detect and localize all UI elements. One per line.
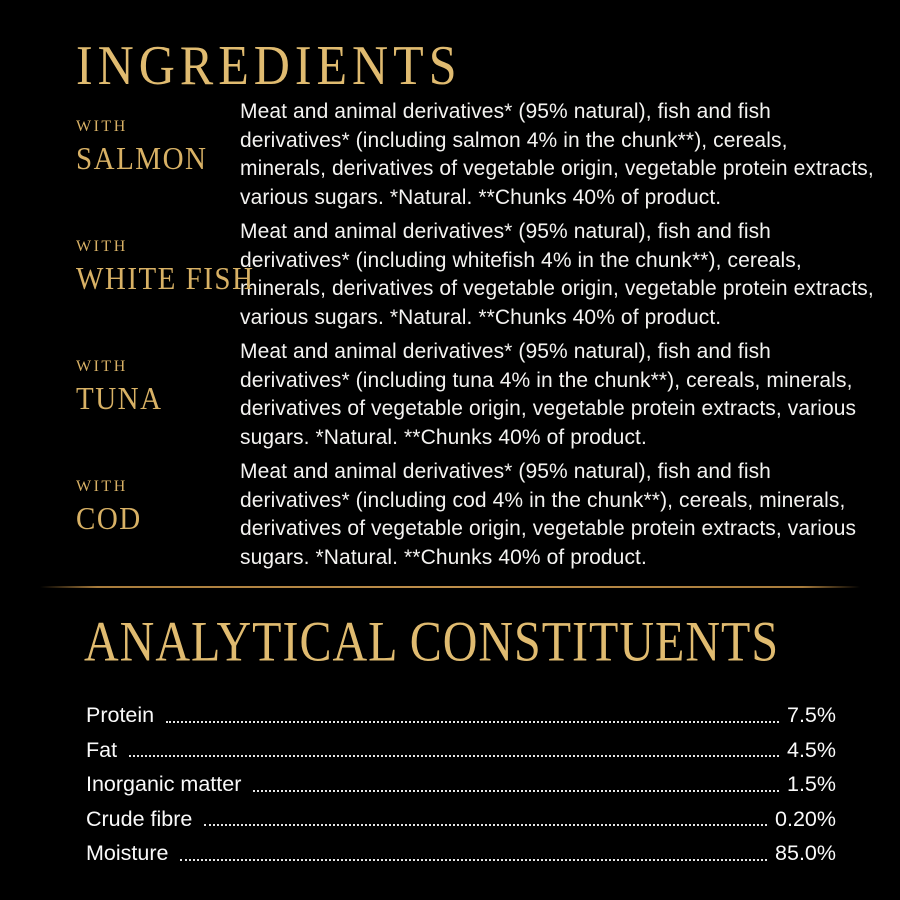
variant-name: COD [76,502,142,537]
ingredients-sections [0,98,900,572]
variant-name: TUNA [76,382,163,417]
table-row-inorganic-matter [86,774,836,796]
ingredient-description: Meat and animal derivatives* (95% natural), fish and fish derivatives* (including cod 4% in the chunk**), cereals, minerals, derivatives of vegetable origin, vegetable protein extracts, various sugars. *Natural. **Chunks 40% of product. [240,460,857,569]
variant-label-cod [76,458,240,572]
dotted-leader [204,824,767,826]
row-label: Moisture [86,841,169,866]
row-label: Crude fibre [86,806,193,831]
ingredient-description: Meat and animal derivatives* (95% natural), fish and fish derivatives* (including salmon 4% in the chunk**), cereals, minerals, derivatives of vegetable origin, vegetable protein extracts, various sugars. *Natural. **Chunks 40% of product. [240,100,874,209]
ingredient-description: Meat and animal derivatives* (95% natural), fish and fish derivatives* (including tuna 4% in the chunk**), cereals, minerals, derivatives of vegetable origin, vegetable protein extracts, various sugars. *Natural. **Chunks 40% of product. [240,340,857,449]
row-value: 1.5% [786,772,836,797]
variant-name: SALMON [76,142,208,177]
analytical-constituents-table [86,705,836,865]
row-label: Protein [86,703,155,728]
dotted-leader [166,721,779,723]
ingredient-section-salmon [0,98,900,212]
table-row-crude-fibre [86,806,836,831]
table-row-protein [86,705,836,727]
gold-divider [40,586,860,588]
dotted-leader [253,790,779,792]
variant-prefix: WITH [76,238,128,255]
row-value: 7.5% [786,703,836,728]
analytical-constituents-title: ANALYTICAL CONSTITUENTS [84,610,780,674]
ingredient-section-tuna [0,338,900,452]
variant-prefix: WITH [76,478,128,495]
row-label: Inorganic matter [86,772,242,797]
variant-prefix: WITH [76,358,128,375]
variant-label-tuna [76,338,240,452]
table-row-moisture [86,843,836,865]
table-row-fat [86,737,836,762]
variant-label-white-fish [76,218,255,332]
dotted-leader [180,859,767,861]
row-label: Fat [86,737,118,762]
row-value: 0.20% [775,806,836,831]
row-value: 4.5% [786,737,836,762]
dotted-leader [129,755,779,757]
variant-name: WHITE FISH [76,262,255,297]
variant-label-salmon [76,98,240,212]
row-value: 85.0% [775,841,836,866]
ingredient-description: Meat and animal derivatives* (95% natural), fish and fish derivatives* (including whitefish 4% in the chunk**), cereals, minerals, derivatives of vegetable origin, vegetable protein extracts, various sugars. *Natural. **Chunks 40% of product. [240,220,874,329]
ingredient-section-white-fish [0,218,900,332]
ingredient-section-cod [0,458,900,572]
variant-prefix: WITH [76,118,128,135]
ingredients-title: INGREDIENTS [76,33,462,97]
